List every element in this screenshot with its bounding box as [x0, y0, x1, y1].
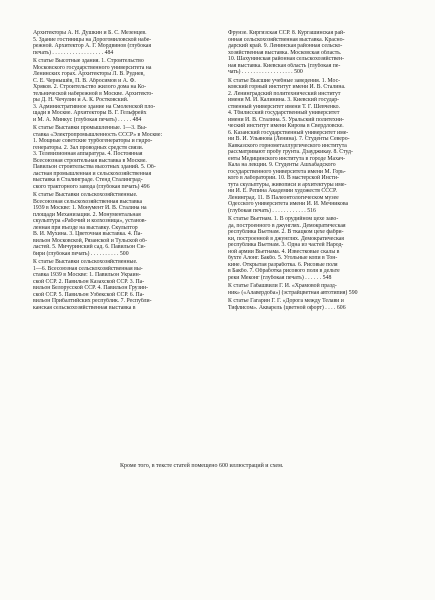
text-line: 1. Мощные советские турбогенераторы и гидро- — [33, 138, 153, 144]
text-line: ленная при въезде на выставку. Скульптор — [33, 224, 138, 231]
text-line: Ленинских горах. Архитекторы Л. В. Руднев, — [33, 71, 145, 77]
right-column — [228, 30, 415, 311]
text-line: тута скульптуры, живописи и архитектуры име- — [228, 181, 347, 188]
text-line: Архитекторы А. Н. Душкин и Б. С. Мезенцев. — [33, 30, 147, 36]
text-line: енты Медицинского института в городе Махач- — [228, 155, 346, 162]
text-line: ной армии Вьетнама. 4. Известковые скалы в — [228, 248, 340, 255]
text-line: ки, построенной в джунглях. Демократическая — [228, 235, 344, 242]
text-line: скульптура «Рабочий и колхозница», установ- — [33, 218, 147, 224]
text-line: ры Д. Н. Чечулин и А. К. Ростковский. — [33, 97, 129, 103]
text-line: ная выставка. Киевская область (глубокая пе- — [228, 62, 341, 69]
text-line: чать) . . . . . . . . . . . . . . . . . . 500 — [228, 69, 303, 75]
text-line: В. И. Мухина. 3. Цветочная выставка. 4. Па- — [33, 231, 143, 237]
text-line: 6. Казанский государственный университет име- — [228, 129, 349, 136]
text-line: 10. Шахунинская районная сельскохозяйствен- — [228, 56, 345, 62]
text-line: Тифлисом». Акварель (цветной офорт) . . . . 606 — [228, 304, 346, 311]
text-line: ни В. И. Ульянова (Ленина). 7. Студенты Северо- — [228, 136, 350, 142]
text-line: 1939 в Москве: 1. Монумент И. В. Сталина на — [33, 205, 147, 211]
text-line: выставка в Сталинграде. Стенд Сталинград- — [33, 177, 143, 183]
text-line: К статье Выставки сельскохозяйственные. — [33, 259, 138, 265]
text-line: Всесоюзная сельскохозяйственная выставка — [33, 198, 143, 205]
text-line: бири (глубокая печать) . . . . . . . . . . 500 — [33, 250, 129, 257]
text-line: ластная промышленная и сельскохозяйственная — [33, 170, 152, 177]
text-line: ластей. 5. Мичуринский сад. 6. Павильон Си- — [33, 244, 146, 250]
text-line: С. Е. Чернышёв, П. В. Абросимов и А. Ф. — [33, 77, 136, 84]
text-line: вильон Московской, Рязанской и Тульской об- — [33, 237, 148, 244]
text-line: К статье Высотные здания. 1. Строительство — [33, 58, 144, 64]
text-line: да, построенного в джунглях. Демократическая — [228, 222, 346, 229]
text-line: Фрунзе. Киргизская ССР. 8. Кургашинская рай- — [228, 30, 346, 36]
text-line: имени М. И. Калинина. 3. Киевский государ- — [228, 97, 340, 103]
text-line: государственного университета имени М. Горь- — [228, 168, 346, 175]
text-line: 3. Телевизионная аппаратура. 4. Постоянная — [33, 151, 143, 157]
text-line: кине. Открытая разработка. 6. Рисовые поля — [228, 261, 338, 268]
text-line: вильон Белорусской ССР. 4. Павильон Грузин- — [33, 285, 148, 291]
text-line: К статье Габашвили Г. И. «Храмовой празд- — [228, 283, 337, 289]
text-line: (глубокая печать) . . . . . . . . . . . . 516 — [228, 207, 316, 214]
text-line: К статье Выставки сельскохозяйственные. — [33, 192, 138, 198]
text-line: имени И. В. Сталина. 5. Уральский политехни- — [228, 116, 344, 123]
text-line: 1—6. Всесоюзная сельскохозяйственная вы- — [33, 265, 143, 272]
text-line: Хряков. 2. Строительство жилого дома на Ко- — [33, 84, 147, 90]
text-line: Московского государственного университета на — [33, 64, 152, 71]
text-line: ской ССР. 2. Павильон Казахской ССР. 3. Па- — [33, 278, 145, 285]
text-line: 2. Ленинградский политехнический институт — [228, 90, 341, 97]
text-line: Кала на лекции. 9. Студенты Ашхабадского — [228, 162, 336, 168]
footnote: Кроме того, в тексте статей помещено 600 иллюстраций и схем. — [120, 463, 284, 469]
text-line: 3. Административное здание на Смоленской пло- — [33, 103, 156, 110]
text-line: дарский край. 9. Ленинская районная сельско- — [228, 43, 343, 49]
text-line: К статье Гагарин Г. Г. «Дорога между Телави и — [228, 298, 344, 304]
text-line: вильон Прибалтийских республик. 7. Республи- — [33, 298, 152, 304]
text-line: ставка «Электропромышленность СССР» в Москве: — [33, 131, 163, 138]
text-line: генераторы. 2. Зал проводных средств связи. — [33, 144, 144, 151]
text-line: Всесоюзная строительная выставка в Москве. — [33, 157, 147, 164]
text-line: тельнической набережной в Москве. Архитекто- — [33, 90, 154, 97]
text-line: ского тракторного завода (глубокая печать) 496 — [33, 183, 150, 190]
left-column — [33, 30, 222, 311]
text-line: режной. Архитектор А. Г. Мордвинов (глубокая — [33, 43, 152, 49]
text-line: онная сельскохозяйственная выставка. Красно- — [228, 36, 345, 43]
text-line: Кавказского горнометаллургического института — [228, 142, 347, 149]
text-line: К статье Выставки промышленные. 1—3. Вы- — [33, 125, 147, 131]
text-line: ческий институт имени Кирова в Свердловске. — [228, 123, 344, 129]
text-line: ской ССР. 5. Павильон Узбекской ССР. 6. Па- — [33, 291, 145, 298]
text-line: республика Вьетнам. 2. В ткацком цехе фабри- — [228, 229, 344, 235]
text-line: Павильон строительства высотных зданий. 5. Об- — [33, 164, 156, 170]
text-line: и М. А. Минкус (глубокая печать) . . . . . 484 — [33, 116, 142, 123]
text-line: рассматривают пробу грунта. Дзауджикау. 8. Студ- — [228, 149, 353, 155]
text-line: ник» («Алавердоба») (эстрайцветная автотипия) 590 — [228, 289, 358, 296]
text-line: в Бакбо. 7. Обработка рисового поля в дельте — [228, 268, 340, 274]
text-line: республика Вьетнам. 3. Одна из частей Народ- — [228, 242, 344, 248]
text-line: щади в Москве. Архитекторы В. Г. Гельфрейх — [33, 110, 147, 116]
text-line: канская сельскохозяйственная выставка в — [33, 304, 136, 311]
text-line: ственный университет имени Т. Г. Шевченко. — [228, 103, 340, 110]
text-line: реки Меконг (глубокая печать) . . . . . . 548 — [228, 274, 332, 281]
text-line: Одесского университета имени И. И. Мечникова — [228, 201, 349, 207]
text-line: 5. Здание гостиницы на Дорогомиловской набе- — [33, 36, 152, 43]
text-line: ставка 1939 в Москве: 1. Павильон Украин- — [33, 272, 141, 278]
text-line: 4. Тбилисский государственный университет — [228, 110, 340, 116]
text-line: площади Механизации. 2. Монументальная — [33, 211, 141, 218]
text-line: кого в лаборатории. 10. В мастерской Инсти- — [228, 175, 339, 181]
text-line: бухте Алонг. Бакбо. 5. Угольные копи в Тон- — [228, 255, 338, 261]
text-line: Ленинград. 11. В Палеонтологическом музее — [228, 194, 339, 201]
text-line: ковский горный институт имени И. В. Сталина. — [228, 84, 346, 90]
text-line: К статье Высшие учебные заведения. 1. Мос- — [228, 77, 341, 84]
text-line: печать) . . . . . . . . . . . . . . . . . . 484 — [33, 49, 114, 56]
text-line: ни И. Е. Репина Академии художеств СССР. — [228, 188, 337, 194]
text-line: К статье Вьетнам. 1. В орудийном цехе заво- — [228, 216, 339, 222]
text-line: хозяйственная выставка. Московская область. — [228, 49, 342, 56]
